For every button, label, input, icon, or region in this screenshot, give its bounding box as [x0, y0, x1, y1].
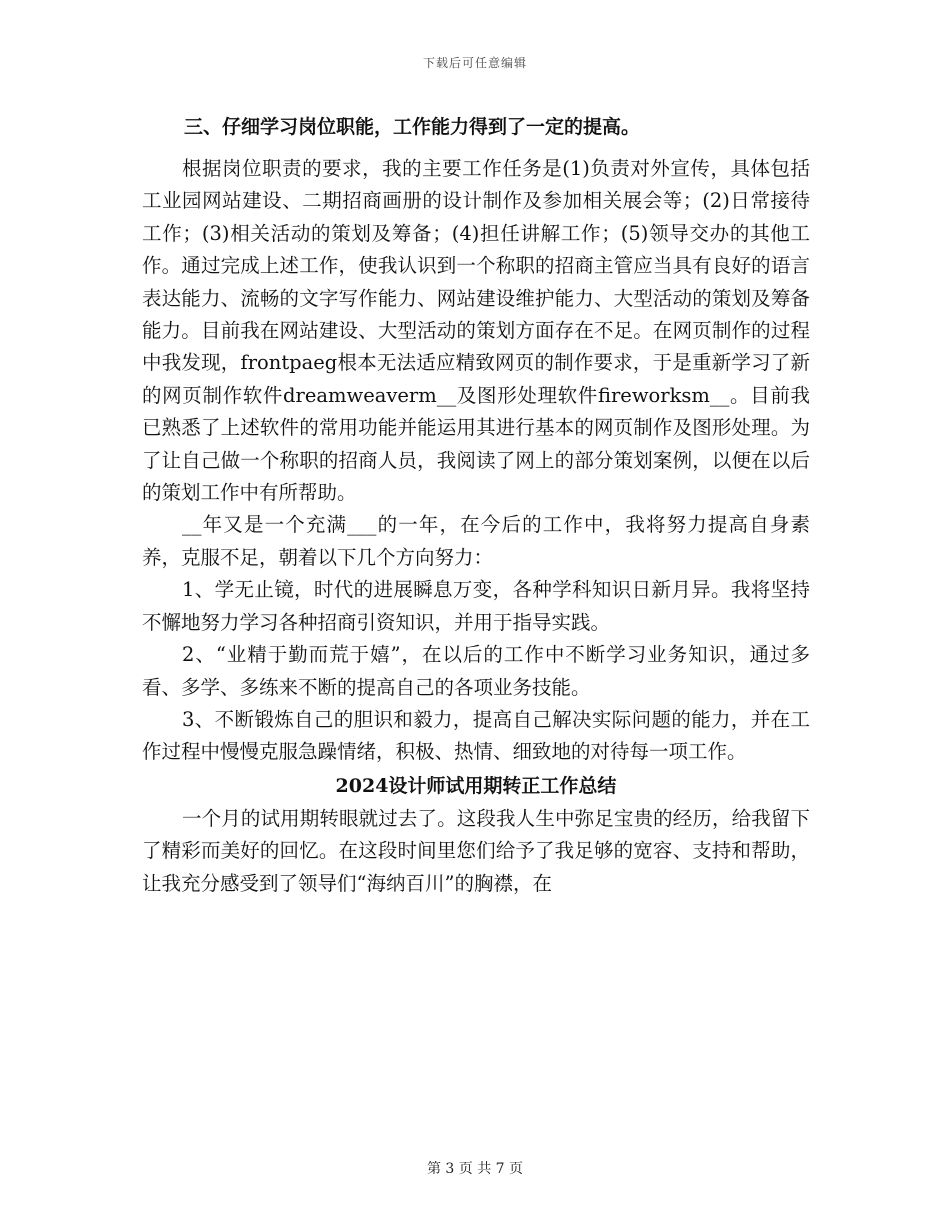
- page-footer: 第 3 页 共 7 页: [426, 1161, 524, 1177]
- page-content: [142, 112, 810, 900]
- paragraph-goal-3: 3、不断锻炼自己的胆识和毅力，提高自己解决实际问题的能力，并在工作过程中慢慢克服急躁情绪，积极、热情、细致地的对待每一项工作。: [142, 707, 810, 764]
- paragraph-goal-1: 1、学无止镜，时代的进展瞬息万变，各种学科知识日新月异。我将坚持不懈地努力学习各种招商引资知识，并用于指导实践。: [142, 578, 810, 634]
- paragraph-goal-2: 2、“业精于勤而荒于嬉”，在以后的工作中不断学习业务知识，通过多看、多学、多练来不断的提高自己的各项业务技能。: [142, 643, 810, 699]
- page-header: 下载后可任意编辑: [422, 56, 527, 70]
- document-title: 2024设计师试用期转正工作总结: [335, 774, 617, 797]
- paragraph-duties: 根据岗位职责的要求，我的主要工作任务是(1)负责对外宣传，具体包括工业园网站建设、二期招商画册的设计制作及参加相关展会等；(2)日常接待工作；(3)相关活动的策划及筹备；(4)担任讲解工作；(5)领导交办的其他工作。通过完成上述工作，使我认识到一个称职的招商主管应当具有良好的语言表达能力、流畅的文字写作能力、网站建设维护能力、大型活动的策划及筹备能力。目前我在网站建设、大型活动的策划方面存在不足。在网页制作的过程中我发现，frontpaeg根本无法适应精致网页的制作要求，于是重新学习了新的网页制作软件dreamweaverm__及图形处理软件fireworksm__。目前我已熟悉了上述软件的常用功能并能运用其进行基本的网页制作及图形处理。为了让自己做一个称职的招商人员，我阅读了网上的部分策划案例，以便在以后的策划工作中有所帮助。: [142, 157, 810, 505]
- section-heading: 三、仔细学习岗位职能，工作能力得到了一定的提高。: [184, 116, 641, 138]
- paragraph-intro: 一个月的试用期转眼就过去了。这段我人生中弥足宝贵的经历，给我留下了精彩而美好的回忆。在这段时间里您们给予了我足够的宽容、支持和帮助，让我充分感受到了领导们“海纳百川”的胸襟，在: [142, 806, 810, 895]
- paragraph-next-year: __年又是一个充满___的一年，在今后的工作中，我将努力提高自身素养，克服不足，朝着以下几个方向努力：: [142, 513, 810, 569]
